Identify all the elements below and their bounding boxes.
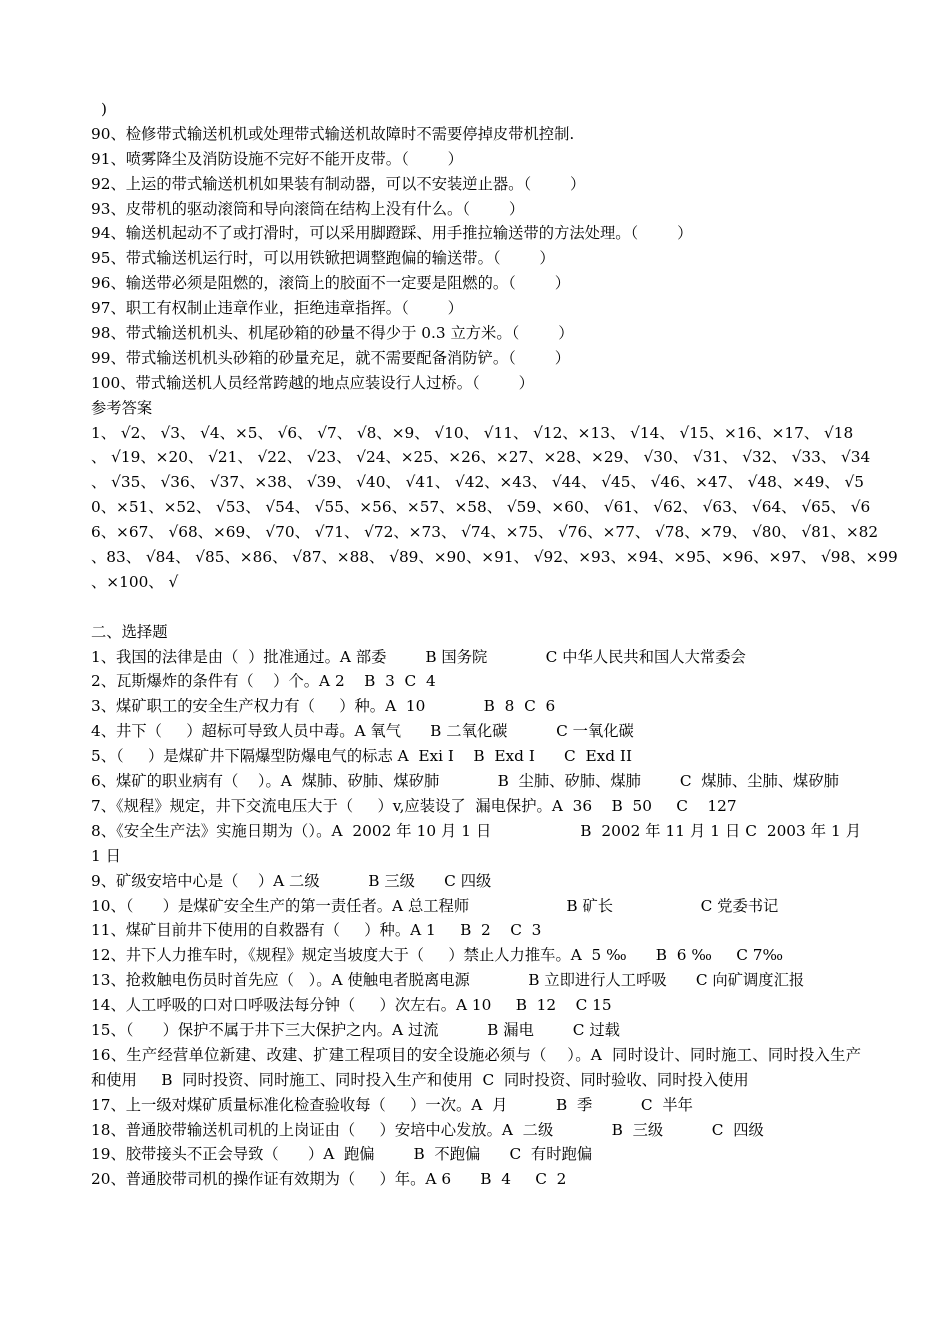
question-item: 10、（ ）是煤矿安全生产的第一责任者。A 总工程师 B 矿长 C 党委书记	[91, 896, 779, 915]
judgment-questions-tail	[91, 122, 861, 396]
answers-line: 1、 √2、 √3、 √4、×5、 √6、 √7、 √8、×9、 √10、 √11、 √12、×13、 √14、 √15、×16、×17、 √18	[91, 423, 854, 442]
question-item: 2、瓦斯爆炸的条件有（ ）个。A 2 B 3 C 4	[91, 672, 436, 691]
question-item: 11、煤矿目前井下使用的自救器有（ ）种。A 1 B 2 C 3	[91, 921, 542, 940]
question-item: 15、（ ）保护不属于井下三大保护之内。A 过流 B 漏电 C 过载	[91, 1021, 620, 1039]
answers-line: 6、×67、 √68、×69、 √70、 √71、 √72、×73、 √74、×75、 √76、×77、 √78、×79、 √80、 √81、×82	[91, 523, 879, 542]
question-item: 8、《安全生产法》实施日期为（）。A 2002 年 10 月 1 日 B 2002 年 11 月 1 日 C 2003 年 1 月 1 日	[91, 821, 866, 865]
question-item: 12、井下人力推车时，《规程》规定当坡度大于（ ）禁止人力推车。A 5 ‰ B 6 ‰ C 7‰	[91, 946, 784, 965]
question-item: 19、胶带接头不正会导致（ ）A 跑偏 B 不跑偏 C 有时跑偏	[91, 1145, 593, 1164]
question-item: 14、人工呼吸的口对口呼吸法每分钟（ ）次左右。A 10 B 12 C 15	[91, 996, 612, 1015]
question-item: 99、带式输送机机头砂箱的砂量充足，就不需要配备消防铲。（ ）	[91, 348, 571, 367]
question-item: 13、抢救触电伤员时首先应（ ）。A 使触电者脱离电源 B 立即进行人工呼吸 C 向矿调度汇报	[91, 971, 805, 990]
question-item: 5、（ ）是煤矿井下隔爆型防爆电气的标志 A Exi I B Exd I C Exd II	[91, 747, 633, 766]
question-item: 97、职工有权制止违章作业，拒绝违章指挥。（ ）	[91, 299, 463, 318]
question-item: 18、普通胶带输送机司机的上岗证由（ ）安培中心发放。A 二级 B 三级 C 四级	[91, 1120, 764, 1139]
choice-questions	[91, 645, 866, 1193]
question-item: 9、矿级安培中心是（ ）A 二级 B 三级 C 四级	[91, 871, 492, 890]
question-item: 6、煤矿的职业病有（ ）。A 煤肺、矽肺、煤矽肺 B 尘肺、矽肺、煤肺 C 煤肺、尘肺、煤矽肺	[91, 772, 839, 791]
top-fragment: )	[101, 100, 107, 118]
question-item: 92、上运的带式输送机机如果装有制动器，可以不安装逆止器。（ ）	[91, 174, 586, 193]
question-item: 17、上一级对煤矿质量标准化检查验收每（ ）一次。A 月 B 季 C 半年	[91, 1095, 693, 1114]
document-page	[91, 97, 898, 1192]
section-heading: 二、选择题	[91, 622, 168, 641]
answers-heading: 参考答案	[91, 398, 153, 417]
question-item: 3、煤矿职工的安全生产权力有（ ）种。A 10 B 8 C 6	[91, 697, 556, 716]
answers-line: 、×100、 √	[91, 572, 179, 591]
question-item: 94、输送机起动不了或打滑时，可以采用脚蹬踩、用手推拉输送带的方法处理。（ ）	[91, 224, 693, 243]
question-item: 95、带式输送机运行时，可以用铁锨把调整跑偏的输送带。（ ）	[91, 249, 555, 268]
spacer	[91, 595, 861, 620]
question-item: 96、输送带必须是阻燃的，滚筒上的胶面不一定要是阻燃的。（ ）	[91, 274, 571, 293]
question-item: 1、我国的法律是由（ ）批准通过。A 部委 B 国务院 C 中华人民共和国人大常委会	[91, 647, 746, 666]
answers-line: 、 √19、×20、 √21、 √22、 √23、 √24、×25、×26、×27、×28、×29、 √30、 √31、 √32、 √33、 √34	[91, 448, 871, 467]
question-item: 4、井下（ ）超标可导致人员中毒。A 氧气 B 二氧化碳 C 一氧化碳	[91, 722, 634, 741]
answers-block	[91, 421, 898, 595]
answers-line: 0、×51、×52、 √53、 √54、 √55、×56、×57、×58、 √59、×60、 √61、 √62、 √63、 √64、 √65、 √6	[91, 498, 871, 517]
question-item: 93、皮带机的驱动滚筒和导向滚筒在结构上没有什么。（ ）	[91, 199, 525, 218]
answers-line: 、83、 √84、 √85、×86、 √87、×88、 √89、×90、×91、 √92、×93、×94、×95、×96、×97、 √98、×99	[91, 548, 898, 567]
question-item: 90、检修带式输送机机或处理带式输送机故障时不需要停掉皮带机控制.	[91, 124, 575, 143]
question-item: 7、《规程》规定，井下交流电压大于（ ）v,应装设了 漏电保护。A 36 B 50 C 127	[91, 796, 737, 815]
question-item: 20、普通胶带司机的操作证有效期为（ ）年。A 6 B 4 C 2	[91, 1170, 567, 1189]
question-item: 98、带式输送机机头、机尾砂箱的砂量不得少于 0.3 立方米。（ ）	[91, 324, 574, 343]
answers-line: 、 √35、 √36、 √37、×38、 √39、 √40、 √41、 √42、×43、 √44、 √45、 √46、×47、 √48、×49、 √5	[91, 473, 865, 492]
question-item: 100、带式输送机人员经常跨越的地点应装设行人过桥。（ ）	[91, 373, 534, 392]
question-item: 16、生产经营单位新建、改建、扩建工程项目的安全设施必须与（ ）。A 同时设计、同时施工、同时投入生产和使用 B 同时投资、同时施工、同时投入生产和使用 C 同时投资、同时验收、同时投入使用	[91, 1045, 861, 1089]
question-item: 91、喷雾降尘及消防设施不完好不能开皮带。（ ）	[91, 149, 463, 168]
